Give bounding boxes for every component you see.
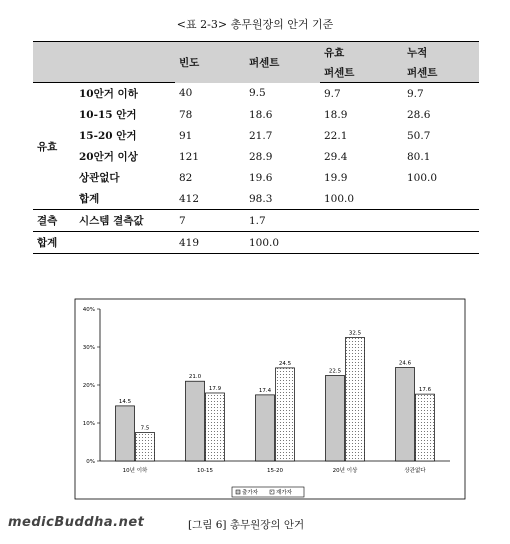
table-row-total [33,232,479,254]
table-row [33,83,479,105]
legend-label: 출가자 [242,490,258,496]
bar-series2 [416,394,435,461]
cell-freq: 412 [175,188,245,210]
cell-freq: 40 [179,87,193,100]
header-cum-percent-1: 누적 [403,42,479,63]
data-label: 17.6 [418,387,432,394]
header-blank [75,42,175,63]
cell-blank [320,232,403,254]
table-row [33,188,479,210]
cell-percent: 100.0 [245,232,320,254]
x-tick-label: 20년 이상 [332,468,358,474]
legend-label: 재가자 [276,490,292,496]
group-label-missing: 결측 [33,210,75,232]
data-label: 32.5 [348,330,362,337]
table-row-missing [33,210,479,232]
cell-cum: 28.6 [407,108,431,121]
figure-caption: [그림 6] 총무원장의 안거 [188,519,305,531]
bar-series2 [346,338,365,462]
cell-cum: 9.7 [407,87,424,100]
cell-percent: 21.7 [249,129,273,142]
cell-valid: 19.9 [324,171,348,184]
header-blank [33,42,75,63]
header-blank [33,62,75,83]
cell-valid: 22.1 [324,129,348,142]
data-label: 21.0 [188,374,202,381]
cell-blank [75,232,175,254]
data-label: 14.5 [118,398,132,405]
data-label: 7.5 [140,425,150,432]
cell-valid: 29.4 [324,150,348,163]
bar-series1 [116,406,135,461]
x-tick-label: 15-20 [267,468,283,474]
bar-series1 [256,395,275,461]
legend-swatch [236,490,240,494]
table-row [33,125,479,146]
bar-series2 [276,368,295,461]
cell-blank [320,210,403,232]
row-label: 10안거 이하 [79,88,138,100]
cell-freq: 419 [175,232,245,254]
cell-valid: 18.9 [324,108,348,121]
bar-chart [0,295,510,505]
bar-series1 [186,381,205,461]
cell-valid: 100.0 [320,188,403,210]
table-row [33,167,479,188]
y-tick-label: 10% [82,421,95,427]
cell-freq: 78 [179,108,193,121]
y-tick-label: 0% [86,459,95,465]
cell-valid: 9.7 [324,87,341,100]
row-label: 15-20 안거 [79,130,137,142]
cell-freq: 121 [179,150,200,163]
data-label: 24.6 [398,360,412,367]
cell-cum [403,188,479,210]
site-watermark: medicBuddha.net [8,515,145,530]
cell-freq: 91 [179,129,193,142]
legend-swatch [270,490,274,494]
data-label: 24.5 [278,360,292,367]
x-tick-label: 상관없다 [404,468,426,474]
table-header-row-1 [33,42,479,63]
x-tick-label: 10년 이하 [122,468,148,474]
row-label: 시스템 결측값 [75,210,175,232]
cell-percent: 28.9 [249,150,273,163]
frequency-table [33,41,479,254]
table-caption: <표 2-3> 총무원장의 안거 기준 [176,18,334,31]
cell-percent: 98.3 [245,188,320,210]
table-row [33,104,479,125]
cell-blank [403,232,479,254]
bar-series2 [136,433,155,462]
bar-series2 [206,393,225,461]
cell-percent: 19.6 [249,171,273,184]
cell-freq: 82 [179,171,193,184]
y-tick-label: 40% [82,307,95,313]
header-valid-percent-1: 유효 [320,42,403,63]
header-blank [75,62,175,83]
bar-series1 [326,376,345,462]
data-label: 22.5 [328,368,342,375]
header-freq: 빈도 [175,42,245,83]
cell-blank [403,210,479,232]
header-valid-percent-2: 퍼센트 [320,62,403,83]
data-label: 17.4 [258,387,272,394]
y-tick-label: 30% [82,345,95,351]
cell-percent: 1.7 [245,210,320,232]
cell-cum: 100.0 [407,171,438,184]
x-tick-label: 10-15 [197,468,213,474]
group-label-valid: 유효 [33,83,75,210]
row-label: 상관없다 [79,172,120,184]
row-label: 10-15 안거 [79,109,137,121]
table-row [33,146,479,167]
data-label: 17.9 [208,385,222,392]
row-label: 20안거 이상 [79,151,138,163]
chart-legend [232,487,304,497]
cell-cum: 80.1 [407,150,431,163]
cell-cum: 50.7 [407,129,431,142]
row-label: 합계 [75,188,175,210]
cell-percent: 9.5 [249,87,266,100]
header-cum-percent-2: 퍼센트 [403,62,479,83]
y-tick-label: 20% [82,383,95,389]
header-percent: 퍼센트 [245,42,320,83]
total-label: 합계 [33,232,75,254]
bar-series1 [396,368,415,461]
cell-freq: 7 [175,210,245,232]
cell-percent: 18.6 [249,108,273,121]
